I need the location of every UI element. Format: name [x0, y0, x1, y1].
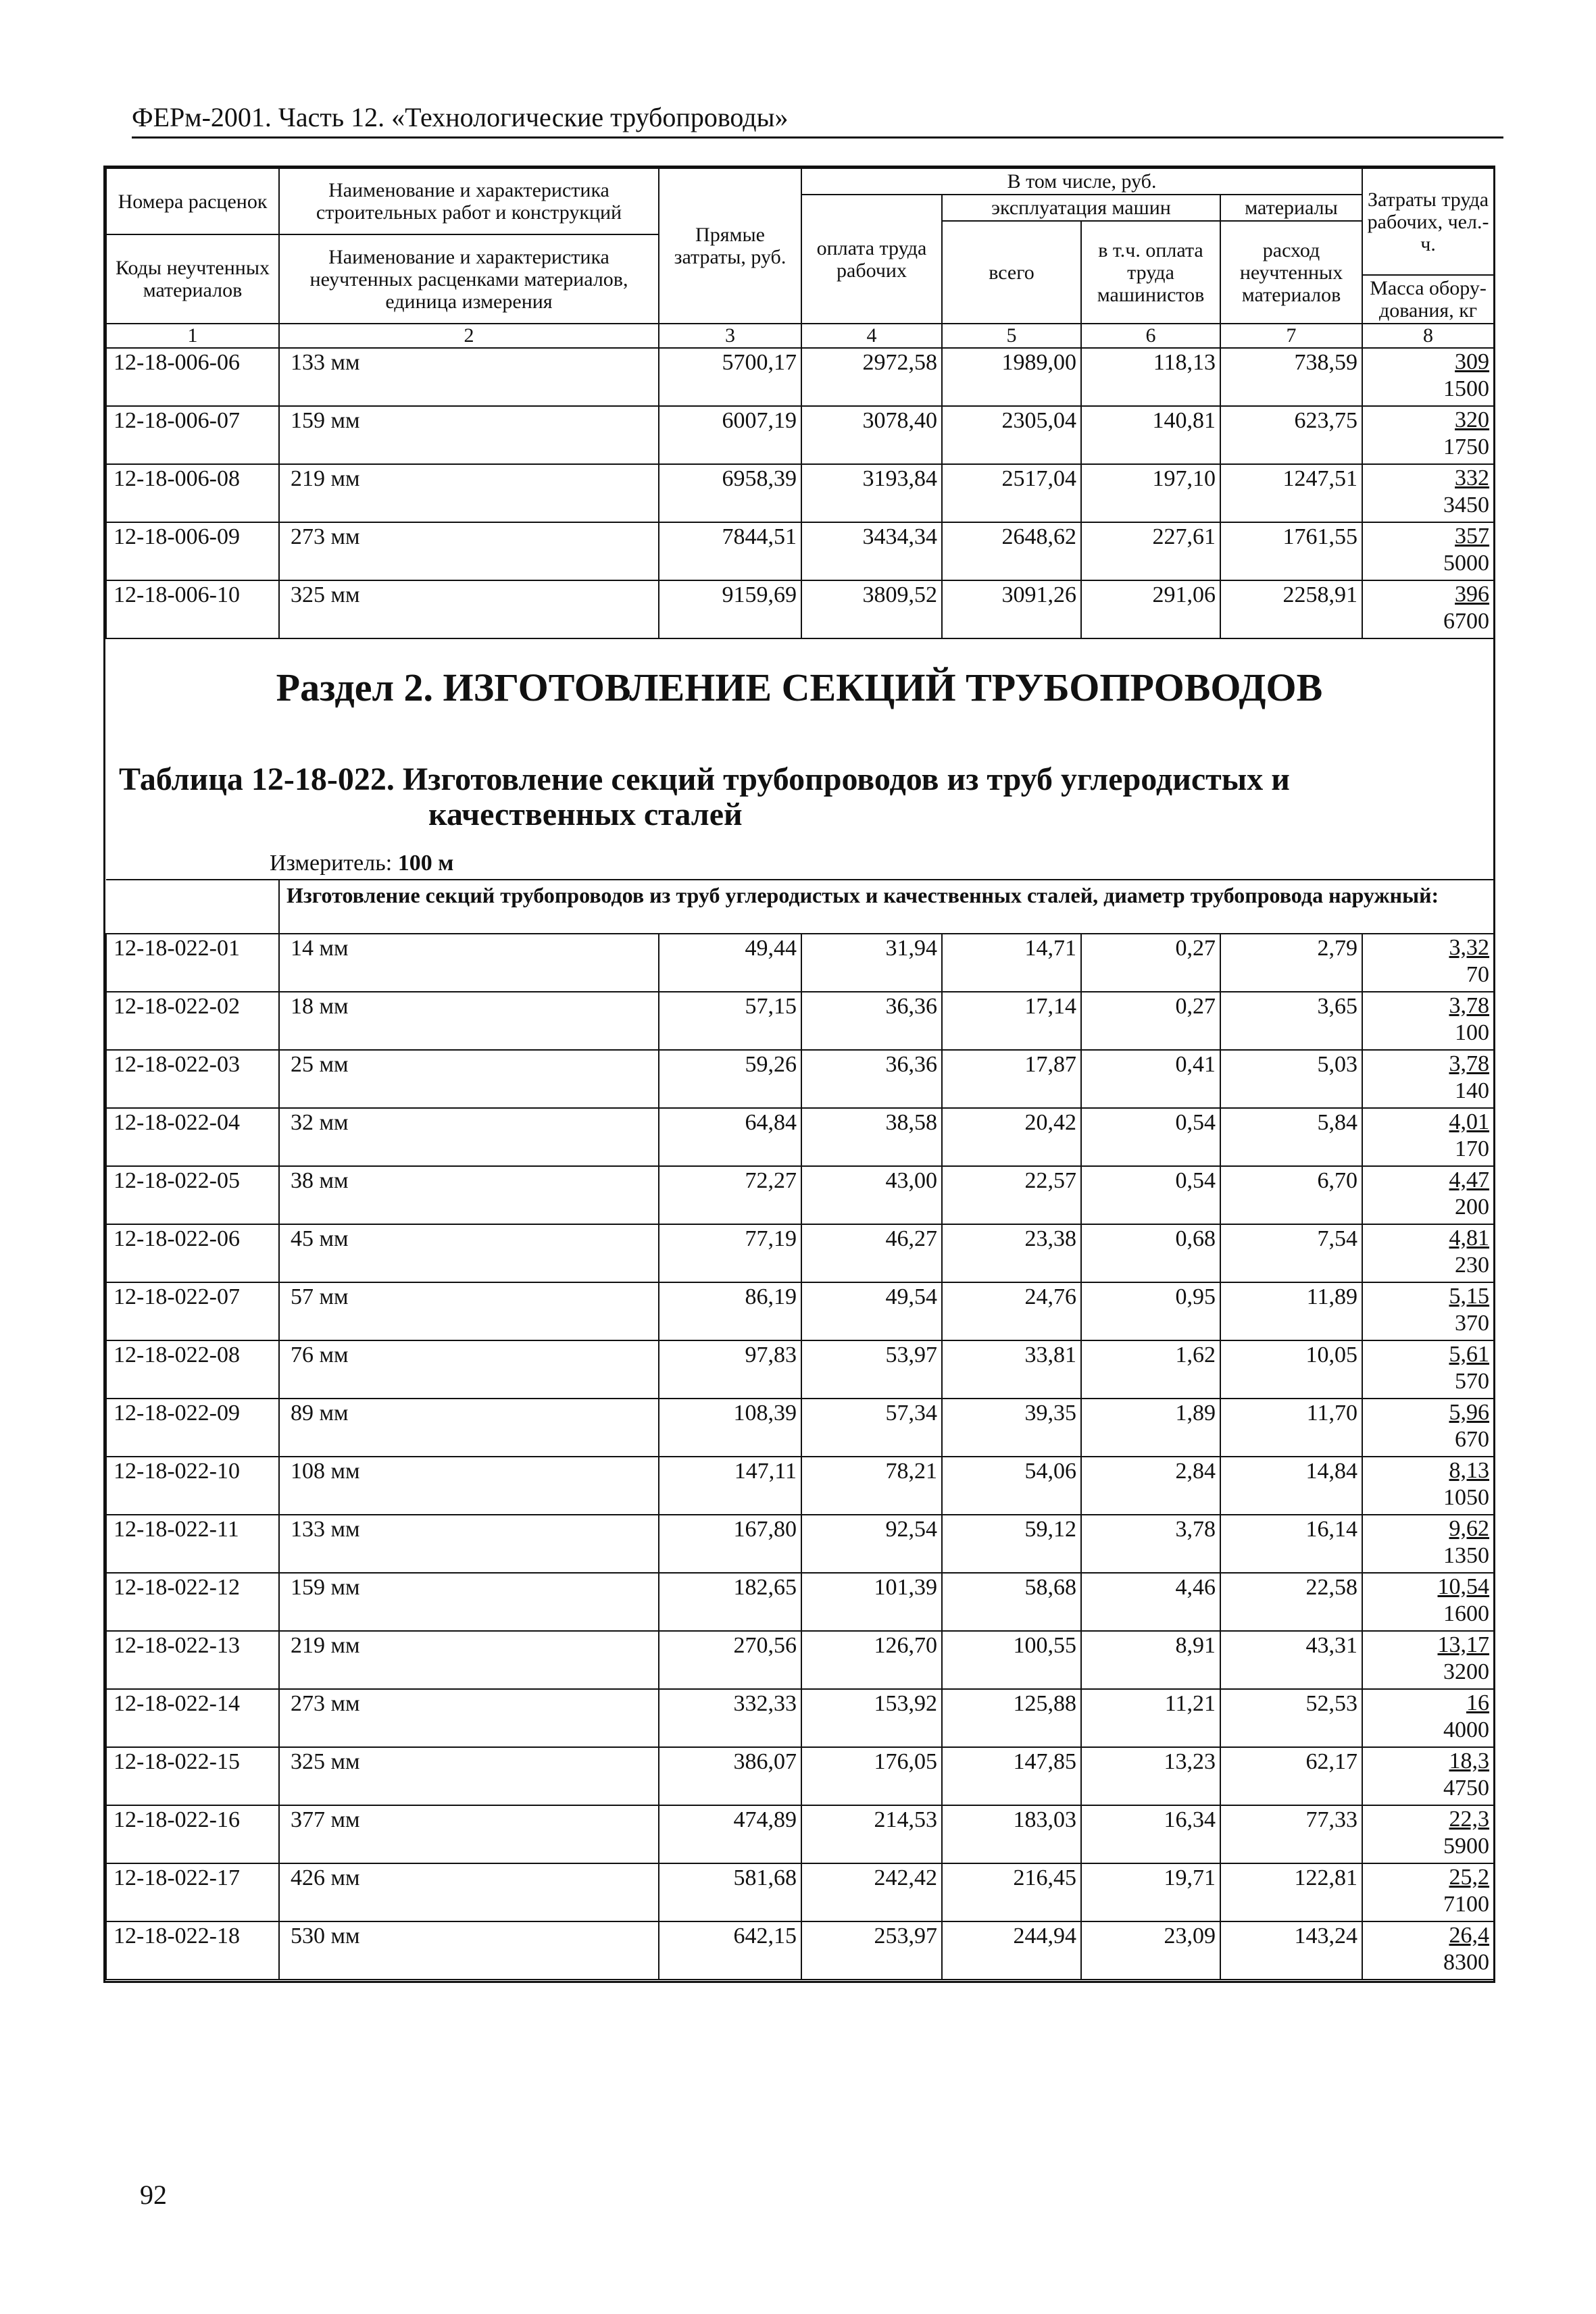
rate-code-cell: 12-18-022-09 — [106, 1399, 279, 1457]
table-row — [106, 1921, 1494, 1980]
labor-hours-mass-cell — [1362, 464, 1494, 522]
rate-code-cell: 12-18-022-17 — [106, 1863, 279, 1921]
labor-hours-value: 13,17 — [1437, 1632, 1490, 1657]
operator-pay-cell: 140,81 — [1081, 406, 1220, 464]
column-number: 4 — [801, 324, 942, 348]
labor-hours-value: 309 — [1455, 349, 1490, 374]
material-use-cell: 2,79 — [1220, 934, 1362, 992]
direct-costs-cell: 9159,69 — [659, 580, 801, 638]
direct-costs-cell: 97,83 — [659, 1340, 801, 1399]
rate-code-cell: 12-18-022-14 — [106, 1689, 279, 1747]
labor-hours-mass-cell — [1362, 1340, 1494, 1399]
equipment-mass-value: 670 — [1455, 1427, 1490, 1452]
table-row — [106, 1166, 1494, 1224]
column-number: 3 — [659, 324, 801, 348]
machine-total-cell: 100,55 — [942, 1631, 1081, 1689]
worker-pay-cell: 43,00 — [801, 1166, 942, 1224]
worker-pay-cell: 253,97 — [801, 1921, 942, 1980]
equipment-mass-value: 170 — [1455, 1136, 1490, 1161]
table-row — [106, 992, 1494, 1050]
material-use-cell: 5,03 — [1220, 1050, 1362, 1108]
column-number: 1 — [106, 324, 279, 348]
labor-hours-value: 396 — [1455, 582, 1490, 607]
material-use-cell: 3,65 — [1220, 992, 1362, 1050]
rate-code-cell: 12-18-022-07 — [106, 1282, 279, 1340]
direct-costs-cell: 49,44 — [659, 934, 801, 992]
worker-pay-cell: 242,42 — [801, 1863, 942, 1921]
equipment-mass-value: 6700 — [1443, 609, 1490, 634]
direct-costs-cell: 642,15 — [659, 1921, 801, 1980]
pipe-diameter-cell: 325 мм — [279, 580, 659, 638]
header-equipment-mass: Масса обору-дования, кг — [1362, 275, 1494, 324]
direct-costs-cell: 7844,51 — [659, 522, 801, 580]
pipe-diameter-cell: 57 мм — [279, 1282, 659, 1340]
direct-costs-cell: 59,26 — [659, 1050, 801, 1108]
worker-pay-cell: 3434,34 — [801, 522, 942, 580]
material-use-cell: 16,14 — [1220, 1515, 1362, 1573]
operator-pay-cell: 0,41 — [1081, 1050, 1220, 1108]
worker-pay-cell: 36,36 — [801, 992, 942, 1050]
operator-pay-cell: 0,68 — [1081, 1224, 1220, 1282]
section-title: Раздел 2. ИЗГОТОВЛЕНИЕ СЕКЦИЙ ТРУБОПРОВОДОВ — [276, 665, 1323, 709]
column-number: 6 — [1081, 324, 1220, 348]
labor-hours-mass-cell — [1362, 1108, 1494, 1166]
worker-pay-cell: 78,21 — [801, 1457, 942, 1515]
header-material-codes: Коды неучтенных материалов — [106, 234, 279, 324]
worker-pay-cell: 53,97 — [801, 1340, 942, 1399]
pipe-diameter-cell: 14 мм — [279, 934, 659, 992]
rate-code-cell: 12-18-022-05 — [106, 1166, 279, 1224]
material-use-cell: 52,53 — [1220, 1689, 1362, 1747]
rate-code-cell: 12-18-022-02 — [106, 992, 279, 1050]
operator-pay-cell: 19,71 — [1081, 1863, 1220, 1921]
labor-hours-mass-cell — [1362, 1747, 1494, 1805]
worker-pay-cell: 176,05 — [801, 1747, 942, 1805]
direct-costs-cell: 6007,19 — [659, 406, 801, 464]
equipment-mass-value: 230 — [1455, 1253, 1490, 1278]
material-use-cell: 77,33 — [1220, 1805, 1362, 1863]
material-use-cell: 738,59 — [1220, 348, 1362, 406]
labor-hours-mass-cell — [1362, 1457, 1494, 1515]
pipe-diameter-cell: 377 мм — [279, 1805, 659, 1863]
operator-pay-cell: 16,34 — [1081, 1805, 1220, 1863]
rate-code-cell: 12-18-022-08 — [106, 1340, 279, 1399]
table-row — [106, 406, 1494, 464]
table-row — [106, 1282, 1494, 1340]
equipment-mass-value: 3450 — [1443, 493, 1490, 518]
equipment-mass-value: 8300 — [1443, 1950, 1490, 1975]
material-use-cell: 11,89 — [1220, 1282, 1362, 1340]
machine-total-cell: 14,71 — [942, 934, 1081, 992]
table-row — [106, 1108, 1494, 1166]
labor-hours-value: 4,81 — [1449, 1226, 1490, 1251]
direct-costs-cell: 64,84 — [659, 1108, 801, 1166]
direct-costs-cell: 108,39 — [659, 1399, 801, 1457]
worker-pay-cell: 126,70 — [801, 1631, 942, 1689]
operator-pay-cell: 0,95 — [1081, 1282, 1220, 1340]
table-title — [119, 762, 1491, 832]
labor-hours-value: 4,47 — [1449, 1167, 1490, 1192]
pipe-diameter-cell: 273 мм — [279, 522, 659, 580]
labor-hours-mass-cell — [1362, 1921, 1494, 1980]
pipe-diameter-cell: 530 мм — [279, 1921, 659, 1980]
material-use-cell: 10,05 — [1220, 1340, 1362, 1399]
labor-hours-mass-cell — [1362, 1689, 1494, 1747]
material-use-cell: 1761,55 — [1220, 522, 1362, 580]
table-row — [106, 1631, 1494, 1689]
direct-costs-cell: 332,33 — [659, 1689, 801, 1747]
worker-pay-cell: 3078,40 — [801, 406, 942, 464]
operator-pay-cell: 0,54 — [1081, 1108, 1220, 1166]
labor-hours-value: 26,4 — [1449, 1923, 1490, 1948]
operator-pay-cell: 0,27 — [1081, 934, 1220, 992]
material-use-cell: 6,70 — [1220, 1166, 1362, 1224]
operator-pay-cell: 1,89 — [1081, 1399, 1220, 1457]
material-use-cell: 22,58 — [1220, 1573, 1362, 1631]
labor-hours-mass-cell — [1362, 1166, 1494, 1224]
rate-code-cell: 12-18-022-06 — [106, 1224, 279, 1282]
material-use-cell: 7,54 — [1220, 1224, 1362, 1282]
labor-hours-mass-cell — [1362, 1631, 1494, 1689]
header-machine-operation: эксплуатация машин — [942, 195, 1220, 221]
material-use-cell: 2258,91 — [1220, 580, 1362, 638]
direct-costs-cell: 581,68 — [659, 1863, 801, 1921]
rate-code-cell: 12-18-022-11 — [106, 1515, 279, 1573]
table-title-line2: качественных сталей — [428, 797, 743, 832]
machine-total-cell: 3091,26 — [942, 580, 1081, 638]
machine-total-cell: 2517,04 — [942, 464, 1081, 522]
rate-code-cell: 12-18-006-07 — [106, 406, 279, 464]
labor-hours-mass-cell — [1362, 1050, 1494, 1108]
machine-total-cell: 22,57 — [942, 1166, 1081, 1224]
equipment-mass-value: 200 — [1455, 1194, 1490, 1219]
labor-hours-mass-cell — [1362, 1399, 1494, 1457]
machine-total-cell: 216,45 — [942, 1863, 1081, 1921]
machine-total-cell: 2305,04 — [942, 406, 1081, 464]
header-work-name: Наименование и характеристика строительных работ и конструкций — [279, 168, 659, 234]
header-machine-total: всего — [942, 221, 1081, 324]
pipe-diameter-cell: 325 мм — [279, 1747, 659, 1805]
machine-total-cell: 183,03 — [942, 1805, 1081, 1863]
equipment-mass-value: 7100 — [1443, 1892, 1490, 1917]
rate-code-cell: 12-18-022-15 — [106, 1747, 279, 1805]
labor-hours-mass-cell — [1362, 1863, 1494, 1921]
machine-total-cell: 58,68 — [942, 1573, 1081, 1631]
column-number: 5 — [942, 324, 1081, 348]
table-row — [106, 1050, 1494, 1108]
operator-pay-cell: 197,10 — [1081, 464, 1220, 522]
rate-code-cell: 12-18-022-03 — [106, 1050, 279, 1108]
equipment-mass-value: 5000 — [1443, 551, 1490, 576]
machine-total-cell: 39,35 — [942, 1399, 1081, 1457]
machine-total-cell: 2648,62 — [942, 522, 1081, 580]
worker-pay-cell: 46,27 — [801, 1224, 942, 1282]
measure-value: 100 м — [397, 851, 454, 876]
worker-pay-cell: 3193,84 — [801, 464, 942, 522]
labor-hours-mass-cell — [1362, 1805, 1494, 1863]
worker-pay-cell: 214,53 — [801, 1805, 942, 1863]
direct-costs-cell: 72,27 — [659, 1166, 801, 1224]
labor-hours-value: 9,62 — [1449, 1516, 1490, 1541]
equipment-mass-value: 1500 — [1443, 376, 1490, 401]
table-row — [106, 1224, 1494, 1282]
labor-hours-value: 357 — [1455, 524, 1490, 549]
direct-costs-cell: 167,80 — [659, 1515, 801, 1573]
equipment-mass-value: 1050 — [1443, 1485, 1490, 1510]
table-row — [106, 1515, 1494, 1573]
labor-hours-value: 320 — [1455, 407, 1490, 432]
rate-code-cell: 12-18-006-06 — [106, 348, 279, 406]
operator-pay-cell: 118,13 — [1081, 348, 1220, 406]
operator-pay-cell: 23,09 — [1081, 1921, 1220, 1980]
table-row — [106, 580, 1494, 638]
labor-hours-mass-cell — [1362, 406, 1494, 464]
direct-costs-cell: 147,11 — [659, 1457, 801, 1515]
header-operator-pay: в т.ч. оплата труда машинистов — [1081, 221, 1220, 324]
pipe-diameter-cell: 108 мм — [279, 1457, 659, 1515]
measure-unit — [270, 850, 453, 877]
pipe-diameter-cell: 32 мм — [279, 1108, 659, 1166]
machine-total-cell: 20,42 — [942, 1108, 1081, 1166]
machine-total-cell: 23,38 — [942, 1224, 1081, 1282]
equipment-mass-value: 1750 — [1443, 434, 1490, 459]
worker-pay-cell: 153,92 — [801, 1689, 942, 1747]
worker-pay-cell: 36,36 — [801, 1050, 942, 1108]
header-material-use: расход неучтенных материалов — [1220, 221, 1362, 324]
labor-hours-value: 3,78 — [1449, 993, 1490, 1018]
table-row — [106, 1399, 1494, 1457]
labor-hours-value: 25,2 — [1449, 1865, 1490, 1890]
pipe-diameter-cell: 159 мм — [279, 1573, 659, 1631]
direct-costs-cell: 182,65 — [659, 1573, 801, 1631]
rate-code-cell: 12-18-006-10 — [106, 580, 279, 638]
machine-total-cell: 125,88 — [942, 1689, 1081, 1747]
direct-costs-cell: 386,07 — [659, 1747, 801, 1805]
worker-pay-cell: 31,94 — [801, 934, 942, 992]
labor-hours-mass-cell — [1362, 992, 1494, 1050]
direct-costs-cell: 270,56 — [659, 1631, 801, 1689]
equipment-mass-value: 100 — [1455, 1020, 1490, 1045]
operator-pay-cell: 4,46 — [1081, 1573, 1220, 1631]
operator-pay-cell: 0,27 — [1081, 992, 1220, 1050]
pipe-diameter-cell: 219 мм — [279, 464, 659, 522]
pipe-diameter-cell: 273 мм — [279, 1689, 659, 1747]
operator-pay-cell: 227,61 — [1081, 522, 1220, 580]
pipe-diameter-cell: 18 мм — [279, 992, 659, 1050]
page-number: 92 — [140, 2180, 167, 2210]
labor-hours-mass-cell — [1362, 1282, 1494, 1340]
machine-total-cell: 147,85 — [942, 1747, 1081, 1805]
pipe-diameter-cell: 38 мм — [279, 1166, 659, 1224]
operator-pay-cell: 3,78 — [1081, 1515, 1220, 1573]
machine-total-cell: 24,76 — [942, 1282, 1081, 1340]
rates-table-main — [105, 879, 1495, 1980]
equipment-mass-value: 1600 — [1443, 1601, 1490, 1626]
operator-pay-cell: 0,54 — [1081, 1166, 1220, 1224]
material-use-cell: 43,31 — [1220, 1631, 1362, 1689]
pipe-diameter-cell: 45 мм — [279, 1224, 659, 1282]
table-row — [106, 934, 1494, 992]
direct-costs-cell: 86,19 — [659, 1282, 801, 1340]
worker-pay-cell: 92,54 — [801, 1515, 942, 1573]
pipe-diameter-cell: 133 мм — [279, 348, 659, 406]
material-use-cell: 623,75 — [1220, 406, 1362, 464]
worker-pay-cell: 57,34 — [801, 1399, 942, 1457]
material-use-cell: 62,17 — [1220, 1747, 1362, 1805]
direct-costs-cell: 77,19 — [659, 1224, 801, 1282]
machine-total-cell: 59,12 — [942, 1515, 1081, 1573]
table-row — [106, 1747, 1494, 1805]
equipment-mass-value: 1350 — [1443, 1543, 1490, 1568]
header-direct-costs: Прямые затраты, руб. — [659, 168, 801, 324]
header-worker-pay: оплата труда рабочих — [801, 195, 942, 324]
table-row — [106, 1573, 1494, 1631]
labor-hours-value: 8,13 — [1449, 1458, 1490, 1483]
labor-hours-mass-cell — [1362, 580, 1494, 638]
labor-hours-value: 4,01 — [1449, 1109, 1490, 1134]
equipment-mass-value: 370 — [1455, 1311, 1490, 1336]
operator-pay-cell: 13,23 — [1081, 1747, 1220, 1805]
header-materials: материалы — [1220, 195, 1362, 221]
caption-spacer — [106, 880, 279, 934]
rate-code-cell: 12-18-022-16 — [106, 1805, 279, 1863]
labor-hours-mass-cell — [1362, 1224, 1494, 1282]
machine-total-cell: 54,06 — [942, 1457, 1081, 1515]
table-row — [106, 1863, 1494, 1921]
pipe-diameter-cell: 89 мм — [279, 1399, 659, 1457]
rate-code-cell: 12-18-022-12 — [106, 1573, 279, 1631]
rate-code-cell: 12-18-022-18 — [106, 1921, 279, 1980]
worker-pay-cell: 2972,58 — [801, 348, 942, 406]
column-number: 2 — [279, 324, 659, 348]
direct-costs-cell: 6958,39 — [659, 464, 801, 522]
rate-code-cell: 12-18-022-13 — [106, 1631, 279, 1689]
labor-hours-value: 22,3 — [1449, 1807, 1490, 1832]
table-row — [106, 1689, 1494, 1747]
labor-hours-value: 5,96 — [1449, 1400, 1490, 1425]
pipe-diameter-cell: 76 мм — [279, 1340, 659, 1399]
material-use-cell: 11,70 — [1220, 1399, 1362, 1457]
table-row — [106, 464, 1494, 522]
table-row — [106, 522, 1494, 580]
direct-costs-cell: 5700,17 — [659, 348, 801, 406]
worker-pay-cell: 101,39 — [801, 1573, 942, 1631]
direct-costs-cell: 474,89 — [659, 1805, 801, 1863]
labor-hours-value: 16 — [1466, 1690, 1490, 1715]
material-use-cell: 143,24 — [1220, 1921, 1362, 1980]
rate-code-cell: 12-18-022-10 — [106, 1457, 279, 1515]
operator-pay-cell: 291,06 — [1081, 580, 1220, 638]
material-use-cell: 1247,51 — [1220, 464, 1362, 522]
material-use-cell: 122,81 — [1220, 1863, 1362, 1921]
pipe-diameter-cell: 426 мм — [279, 1863, 659, 1921]
document-frame — [103, 166, 1495, 1983]
machine-total-cell: 17,14 — [942, 992, 1081, 1050]
labor-hours-mass-cell — [1362, 522, 1494, 580]
column-number: 7 — [1220, 324, 1362, 348]
material-use-cell: 5,84 — [1220, 1108, 1362, 1166]
labor-hours-mass-cell — [1362, 1515, 1494, 1573]
equipment-mass-value: 3200 — [1443, 1659, 1490, 1684]
equipment-mass-value: 4000 — [1443, 1717, 1490, 1742]
worker-pay-cell: 3809,52 — [801, 580, 942, 638]
labor-hours-value: 3,78 — [1449, 1051, 1490, 1076]
pipe-diameter-cell: 159 мм — [279, 406, 659, 464]
equipment-mass-value: 70 — [1466, 962, 1490, 987]
header-labor-hours: Затраты труда рабочих, чел.-ч. — [1362, 168, 1494, 275]
rate-code-cell: 12-18-022-04 — [106, 1108, 279, 1166]
labor-hours-value: 10,54 — [1437, 1574, 1490, 1599]
table-title-line1: Таблица 12-18-022. Изготовление секций трубопроводов из труб углеродистых и — [119, 761, 1290, 797]
table-row — [106, 348, 1494, 406]
labor-hours-value: 332 — [1455, 466, 1490, 491]
equipment-mass-value: 140 — [1455, 1078, 1490, 1103]
page-header: ФЕРм-2001. Часть 12. «Технологические трубопроводы» — [132, 101, 1503, 139]
table-caption: Изготовление секций трубопроводов из труб углеродистых и качественных сталей, диаметр трубопровода наружный: — [279, 880, 1494, 934]
table-row — [106, 1457, 1494, 1515]
equipment-mass-value: 4750 — [1443, 1776, 1490, 1801]
pipe-diameter-cell: 219 мм — [279, 1631, 659, 1689]
labor-hours-value: 18,3 — [1449, 1749, 1490, 1774]
machine-total-cell: 17,87 — [942, 1050, 1081, 1108]
operator-pay-cell: 2,84 — [1081, 1457, 1220, 1515]
machine-total-cell: 33,81 — [942, 1340, 1081, 1399]
operator-pay-cell: 1,62 — [1081, 1340, 1220, 1399]
direct-costs-cell: 57,15 — [659, 992, 801, 1050]
table-row — [106, 1340, 1494, 1399]
rates-table-top — [105, 168, 1495, 639]
header-material-name: Наименование и характеристика неучтенных расценками материалов, единица измерения — [279, 234, 659, 324]
labor-hours-value: 3,32 — [1449, 935, 1490, 960]
labor-hours-value: 5,15 — [1449, 1284, 1490, 1309]
machine-total-cell: 1989,00 — [942, 348, 1081, 406]
table-row — [106, 1805, 1494, 1863]
pipe-diameter-cell: 25 мм — [279, 1050, 659, 1108]
measure-label: Измеритель: — [270, 851, 393, 876]
worker-pay-cell: 38,58 — [801, 1108, 942, 1166]
material-use-cell: 14,84 — [1220, 1457, 1362, 1515]
rate-code-cell: 12-18-022-01 — [106, 934, 279, 992]
labor-hours-mass-cell — [1362, 1573, 1494, 1631]
machine-total-cell: 244,94 — [942, 1921, 1081, 1980]
equipment-mass-value: 5900 — [1443, 1834, 1490, 1859]
labor-hours-value: 5,61 — [1449, 1342, 1490, 1367]
worker-pay-cell: 49,54 — [801, 1282, 942, 1340]
rate-code-cell: 12-18-006-09 — [106, 522, 279, 580]
operator-pay-cell: 8,91 — [1081, 1631, 1220, 1689]
column-number: 8 — [1362, 324, 1494, 348]
header-rate-numbers: Номера расценок — [106, 168, 279, 234]
labor-hours-mass-cell — [1362, 348, 1494, 406]
rate-code-cell: 12-18-006-08 — [106, 464, 279, 522]
equipment-mass-value: 570 — [1455, 1369, 1490, 1394]
labor-hours-mass-cell — [1362, 934, 1494, 992]
header-including: В том числе, руб. — [801, 168, 1362, 195]
operator-pay-cell: 11,21 — [1081, 1689, 1220, 1747]
pipe-diameter-cell: 133 мм — [279, 1515, 659, 1573]
